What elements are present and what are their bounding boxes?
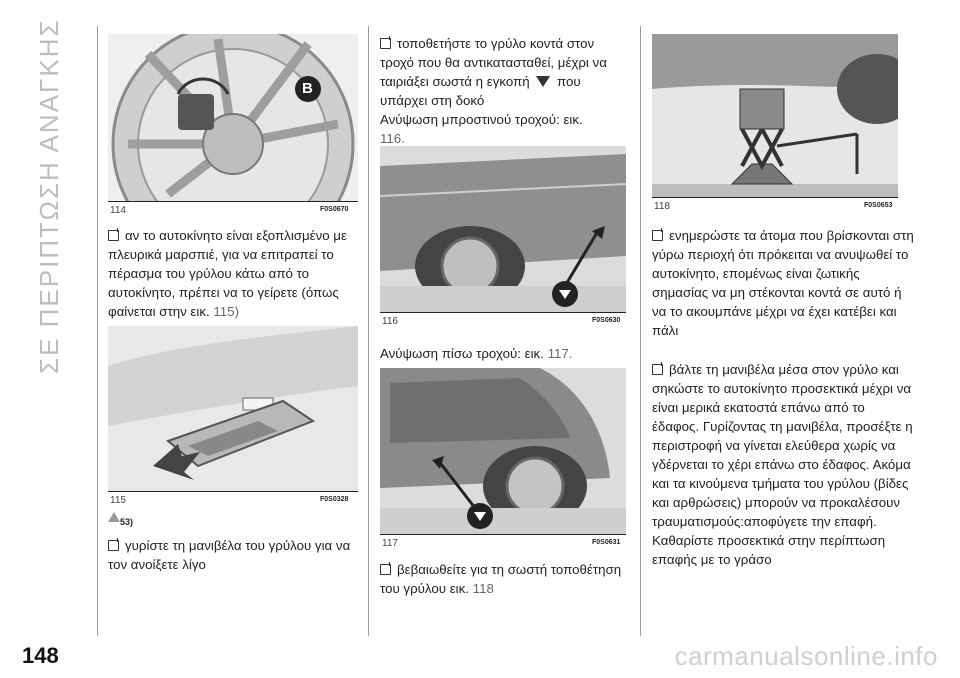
column-divider bbox=[640, 26, 641, 636]
column-divider bbox=[97, 26, 98, 636]
figure-number: 117 bbox=[382, 538, 398, 549]
figure-114-wheel-bolt bbox=[108, 34, 358, 202]
figure-badge-b: B bbox=[302, 80, 313, 97]
watermark: carmanualsonline.info bbox=[674, 641, 938, 671]
figure-number: 116 bbox=[382, 316, 398, 327]
figure-code: F0S0631 bbox=[592, 539, 621, 546]
figure-116-front-lift bbox=[380, 146, 626, 313]
paragraph: βεβαιωθείτε για τη σωστή τοποθέτηση του γρύλου εικ. 118 bbox=[380, 562, 622, 596]
checkbox-bullet-icon bbox=[652, 364, 663, 375]
figure-code: F0S0670 bbox=[320, 206, 349, 213]
figure-code: F0S0328 bbox=[320, 496, 349, 503]
figure-number: 114 bbox=[110, 205, 126, 216]
checkbox-bullet-icon bbox=[380, 564, 391, 575]
checkbox-bullet-icon bbox=[108, 230, 119, 241]
figure-115-jack bbox=[108, 326, 358, 492]
paragraph: ενημερώστε τα άτομα που βρίσκονται στη γύρω περιοχή ότι πρόκειται να ανυψωθεί το αυτοκίνητο, επομένως είναι ζωτικής σημασίας να μη στέκονται κοντά σε αυτό ή να το ακουμπάνε μέχρι να έχει κατέβει και πάλι bbox=[652, 228, 914, 338]
warning-icon bbox=[108, 512, 120, 522]
figure-number: 115 bbox=[110, 495, 126, 506]
column-divider bbox=[368, 26, 369, 636]
checkbox-bullet-icon bbox=[380, 38, 391, 49]
paragraph: βάλτε τη μανιβέλα μέσα στον γρύλο και σηκώστε το αυτοκίνητο προσεκτικά μέχρι να είναι μερικά εκατοστά επάνω από το έδαφος. Γυρίζοντας τη μανιβέλα, προσέξτε η περιστροφή να γίνεται ελεύθερα χωρίς να γδέρνεται το χέρι επάνω στο έδαφος. Ακόμα και τα κινούμενα τμήματα του γρύλου (βίδες και αρθρώσεις) μπορούν να προκαλέσουν τραυματισμούς:αποφύγετε την επαφή. Καθαρίστε προσεκτικά στην περίπτωση επαφής με το γράσο bbox=[652, 362, 913, 567]
paragraph: γυρίστε τη μανιβέλα του γρύλου για να τον ανοίξετε λίγο bbox=[108, 538, 351, 572]
warning-reference: 53) bbox=[120, 517, 134, 527]
figure-117-rear-lift bbox=[380, 368, 626, 535]
paragraph: Ανύψωση πίσω τροχού: εικ. 117. bbox=[380, 346, 573, 361]
paragraph: αν το αυτοκίνητο είναι εξοπλισμένο με πλευρικά μαρσπιέ, για να επιτραπεί το πέρασμα του γρύλου κάτω από το αυτοκίνητο, πρέπει να το γείρετε (όπως φαίνεται στην εικ. 115) bbox=[108, 228, 347, 319]
figure-number: 118 bbox=[654, 201, 670, 212]
checkbox-bullet-icon bbox=[652, 230, 663, 241]
paragraph: τοποθετήστε το γρύλο κοντά στον τροχό που θα αντικατασταθεί, μέχρι να ταιριάξει σωστά η εγκοπή που υπάρχει στη δοκό Ανύψωση μπροστινού τροχού: εικ. 116. bbox=[380, 36, 607, 146]
checkbox-bullet-icon bbox=[108, 540, 119, 551]
figure-118-jack-lifting bbox=[652, 34, 898, 198]
figure-code: F0S0653 bbox=[864, 202, 893, 209]
notch-triangle-icon bbox=[536, 76, 550, 87]
page-number: 148 bbox=[22, 643, 59, 668]
section-title: ΣΕ ΠΕΡΙΠΤΩΣΗ ΑΝΑΓΚΗΣ bbox=[34, 18, 64, 374]
figure-code: F0S0630 bbox=[592, 317, 621, 324]
